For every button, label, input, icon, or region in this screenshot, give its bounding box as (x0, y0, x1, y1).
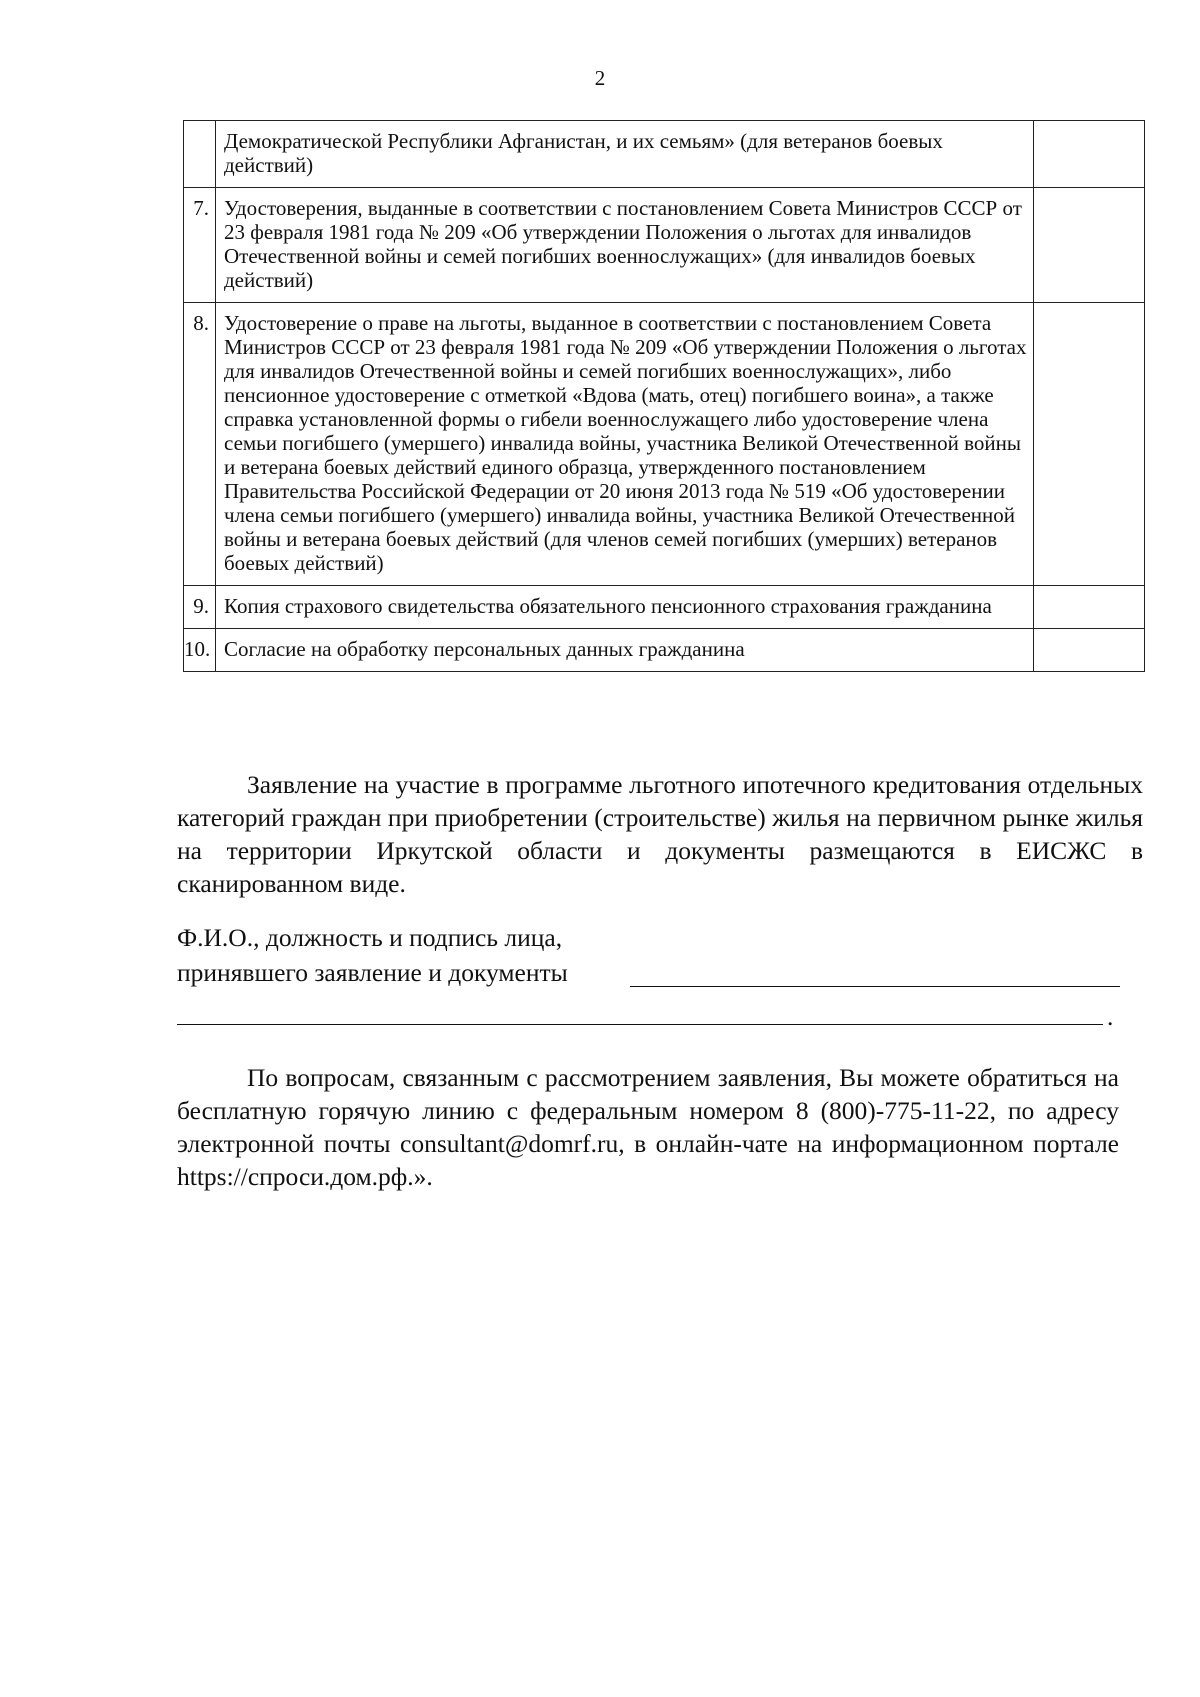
row-mark-cell (1034, 629, 1145, 672)
row-mark-cell (1034, 303, 1145, 586)
contacts-paragraph: По вопросам, связанным с рассмотрением заявления, Вы можете обратиться на бесплатную горячую линию с федеральным номером 8 (800)-775-11-22, по адресу электронной почты consultant@domrf.ru, в онлайн-чате на информационном портале https://спроси.дом.рф.». (177, 1063, 1119, 1191)
signature-label-line1: Ф.И.О., должность и подпись лица, (177, 923, 563, 952)
table-row (184, 629, 1145, 672)
row-mark-cell (1034, 188, 1145, 303)
row-mark-cell (1034, 121, 1145, 188)
table-row (184, 188, 1145, 303)
signature-blank-line (630, 986, 1120, 987)
row-text: Удостоверение о праве на льготы, выданное в соответствии с постановлением Совета Министров СССР от 23 февраля 1981 года № 209 «Об утверждении Положения о льготах для инвалидов Отечественной войны и семей погибших военнослужащих», либо пенсионное удостоверение с отметкой «Вдова (мать, отец) погибшего воина», а также справка установленной формы о гибели военнослужащего либо удостоверение члена семьи погибшего (умершего) инвалида войны, участника Великой Отечественной войны и ветерана боевых действий единого образца, утвержденного постановлением Правительства Российской Федерации от 20 июня 2013 года № 519 «Об удостоверении члена семьи погибшего (умершего) инвалида войны, участника Великой Отечественной войны и ветерана боевых действий (для членов семей погибших (умерших) ветеранов боевых действий) (216, 303, 1034, 586)
signature-blank-line-2 (177, 1024, 1103, 1025)
table-row (184, 121, 1145, 188)
row-number: 7. (184, 188, 216, 303)
scan-paragraph: Заявление на участие в программе льготного ипотечного кредитования отдельных категорий граждан при приобретении (строительстве) жилья на первичном рынке жилья на территории Иркутской области и документы размещаются в ЕИСЖС в сканированном виде. (177, 770, 1143, 898)
row-text: Копия страхового свидетельства обязательного пенсионного страхования гражданина (216, 586, 1034, 629)
row-number: 9. (184, 586, 216, 629)
row-number (184, 121, 216, 188)
row-mark-cell (1034, 586, 1145, 629)
signature-end-mark: . (1107, 1002, 1114, 1031)
page-number: 2 (594, 66, 606, 90)
row-number: 8. (184, 303, 216, 586)
documents-table (183, 120, 1145, 672)
row-text: Демократической Республики Афганистан, и их семьям» (для ветеранов боевых действий) (216, 121, 1034, 188)
row-number: 10. (184, 629, 216, 672)
table-row (184, 586, 1145, 629)
signature-label-line2: принявшего заявление и документы (177, 958, 568, 987)
table-row (184, 303, 1145, 586)
row-text: Согласие на обработку персональных данных гражданина (216, 629, 1034, 672)
row-text: Удостоверения, выданные в соответствии с постановлением Совета Министров СССР от 23 февраля 1981 года № 209 «Об утверждении Положения о льготах для инвалидов Отечественной войны и семей погибших военнослужащих» (для инвалидов боевых действий) (216, 188, 1034, 303)
